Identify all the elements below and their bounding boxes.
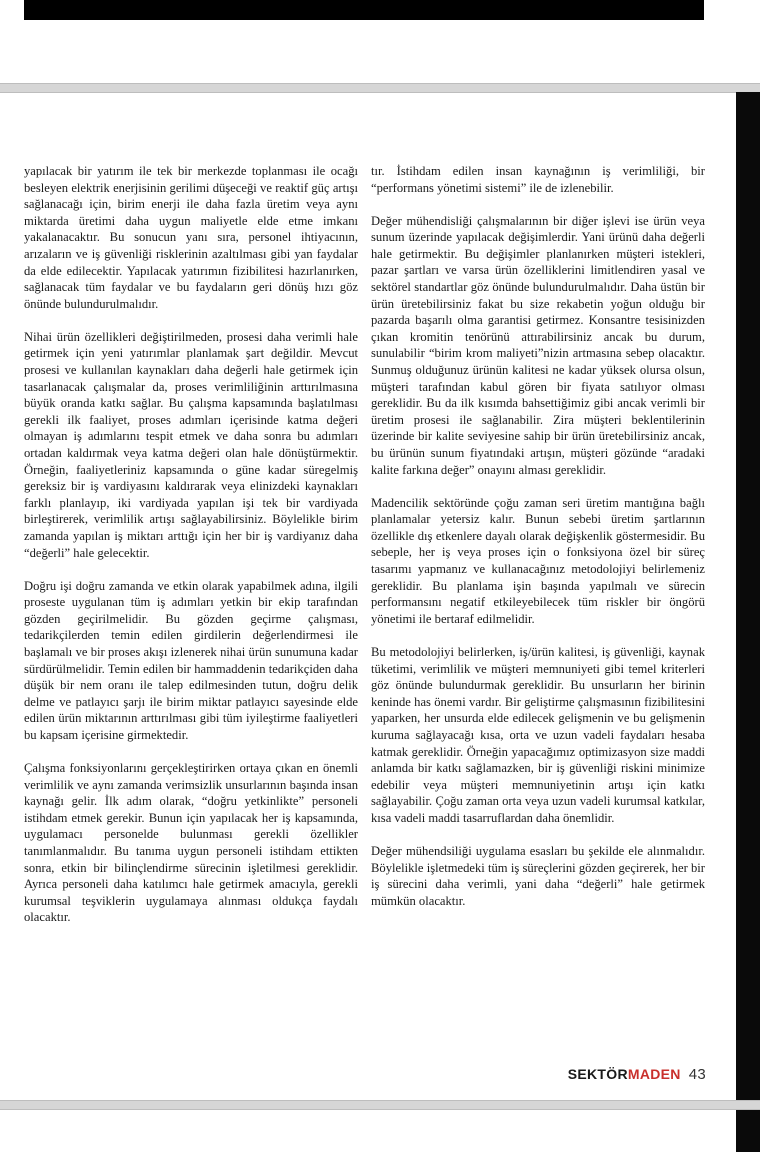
paragraph: Doğru işi doğru zamanda ve etkin olarak yapabilmek adına, ilgili proseste uygulanan tüm iş adımları yetkin bir ekip tarafından gözden geçirilmelidir. Bu gözden geçirme çalışması, tedarikçilerden temin edilen girdilerin değerlendirmesi ile başlamalı ve bir proses akışı izlenerek nihai ürün sunumuna kadar sürdürülmelidir. Temin edilen bir hammaddenin tedarikçiden daha düşük bir nem oranı ile talep edilmesinden tutun, doğru delik delme ve patlayıcı şarjı ile birim miktar patlayıcı sayesinde elde edilen ürün miktarının arttırılması gibi tüm iyileştirme faaliyetleri bu kapsam içerisine girmektedir. xyxy=(24,578,358,742)
paragraph: Çalışma fonksiyonlarını gerçekleştirirken ortaya çıkan en önemli verimlilik ve aynı zamanda verimsizlik unsurlarının başında insan kaynağı gelir. İlk adım olarak, “doğru yetkinlikte” personeli istihdam etmek gerekir. Bunun için yapılacak her iş kapsamında, uygulamacı personelde bulunması gerekli özellikler tanımlanmalıdır. Bu tanıma uygun personeli istihdam ettikten sonra, etkin bir bilinçlendirme sürecinin işletilmesi gereklidir. Ayrıca personeli daha katılımcı hale getirmek amacıyla, gerekli kurumsal teşviklerin uygulamaya alınması oldukça faydalı olacaktır. xyxy=(24,761,358,925)
paragraph: Değer mühendisliği çalışmalarının bir diğer işlevi ise ürün veya sunum üzerinde yapılacak değişimlerdir. Yani ürünü daha değerli hale getirmektir. Bu değişimler planlanırken müşteri istekleri, pazar şartları ve varsa ürün özelliklerini limitlendiren yasal ve sektörel standartlar göz önünde bulundurulmalıdır. Daha üstün bir ürün üretebilirsiniz fakat bu size rekabetin yoğun olduğu bir pazarda başarılı olma garantisi getirmez. Konsantre tesisinizden çıkan kromitin tenörünü attırabilirsiniz ancak bu durum, sunulabilir “birim krom maliyeti”nizin artmasına sebep olacaktır. Sunmuş olduğunuz ürünün kalitesi ne kadar yüksek olursa olsun, müşteri tarafından kabul gören bir fiyata satılıyor olması gereklidir. Bu da ilk kısımda bahsettiğimiz gibi ancak verimli bir üretim prosesi ile sağlanabilir. Zira müşteri beklentilerinin üzerinde bir kalite seviyesine sahip bir ürün üretebilirsiniz ancak, bu ürünün sunum fiyatındaki artışın, müşteri gözünde “aradaki kalite farkına değer” onayını alması gereklidir. xyxy=(371,213,705,477)
right-text-column xyxy=(371,163,705,926)
brand-name-part1: SEKTÖR xyxy=(567,1066,628,1082)
left-text-column xyxy=(24,163,358,943)
paragraph: Nihai ürün özellikleri değiştirilmeden, prosesi daha verimli hale getirmek için yeni yatırımlar planlamak şart değildir. Mevcut prosesi ve kullanılan kaynakları daha değerli hale getirmek için tasarlanacak çalışmalar da, proses verimliliğinin arttırılmasına büyük oranda katkı sağlar. Bu çalışma kapsamında başlatılması gerekli ilk faaliyet, proses adımları içerisinde katma değeri olmayan iş adımlarını tespit etmek ve daha sonra bu adımları ortadan kaldırmak veya katma değeri olan hale dönüştürmektir. Örneğin, faaliyetleriniz kapsamında o güne kadar süregelmiş gereksiz bir iş vardiyasını kaldırarak veya elinizdeki kaynakları farklı planlayıp, iki vardiyada yapılan işi tek bir vardiyada birleştirerek, verimlilik artışı sağlayabilirsiniz. Böylelikle birim zamanda yapılan iş miktarı arttığı için her bir iş vardiyanız daha “değerli” hale gelecektir. xyxy=(24,329,358,560)
page-edge-right xyxy=(736,92,760,1152)
paragraph: Bu metodolojiyi belirlerken, iş/ürün kalitesi, iş güvenliği, kaynak tüketimi, verimlilik ve müşteri memnuniyeti gibi temel kriterleri göz önünde bulundurmak gereklidir. Bu unsurların her birinin keninde has önemi vardır. Bir geliştirme çalışmasının fizibilitesini yaparken, her unsurda elde edilecek gelişmenin ve bu gelişmenin kuruma sağlayacağı kısa, orta ve uzun vadeli faydaları hesaba katmak gereklidir. Örneğin yapacağımız optimizasyon size maddi anlamda bir katkı sağlamazken, bir iş güvenliği riskini minimize edebilir veya müşteri memnuniyetinin artışı için katkı sağlayabilir. Çoğu zaman orta veya uzun vadeli kurumsal katkılar, kısa vadeli maddi tasarruflardan daha önemlidir. xyxy=(371,644,705,825)
top-black-bar xyxy=(24,0,704,20)
page-edge-strip xyxy=(736,1110,760,1152)
paragraph: tır. İstihdam edilen insan kaynağının iş verimliliği, bir “performans yönetimi sistemi” ile de izlenebilir. xyxy=(371,164,705,195)
bottom-rule xyxy=(0,1100,760,1110)
page-bottom-edge xyxy=(0,1110,760,1152)
brand-name-part2: MADEN xyxy=(627,1066,681,1082)
top-rule xyxy=(0,83,760,93)
paragraph: Değer mühendsiliği uygulama esasları bu şekilde ele alınmalıdır. Böylelikle işletmedeki tüm iş süreçlerini gözden geçirerek, her bir iş sürecini daha verimli, yani daha “değerli” hale getirmek mümkün olacaktır. xyxy=(371,843,705,908)
page-number: 43 xyxy=(688,1066,706,1083)
paragraph: Madencilik sektöründe çoğu zaman seri üretim mantığına bağlı planlamalar yetersiz kalır. Bunun sebebi üretim şartlarının özellikle dış etkenlere dayalı olarak değişkenlik göstermesidir. Bu sebeple, her iş veya proses için o fonksiyona özel bir süreç tasarımı yapmanız ve kullanacağınız metodolojiyi belirlemeniz gereklidir. Bu planlama işin başında yapılmalı ve sürecin performansını negatif etkileyebilecek tüm riskler bir öngörü yönetimi ile bertaraf edilmelidir. xyxy=(371,495,705,626)
page-footer xyxy=(568,1066,706,1083)
paragraph: yapılacak bir yatırım ile tek bir merkezde toplanması ile ocağı besleyen elektrik enerjisinin gerilimi düşeceği ve reaktif güç artışı sağlanacağı için, birim enerji ile daha fazla üretim veya aynı miktarda üretimi daha uygun maliyetle elde etme imkanı yakalanacaktır. Bu sonucun yanı sıra, personel ihtiyacının, arızaların ve iş güvenliği risklerinin azaltılması gibi yan faydalar da elde edilecektir. Yapılacak yatırımın fizibilitesi hazırlanırken, sağlanacak tüm faydalar ve bu faydaların geri dönüş hızı göz önünde bulundurulmalıdır. xyxy=(24,164,358,311)
